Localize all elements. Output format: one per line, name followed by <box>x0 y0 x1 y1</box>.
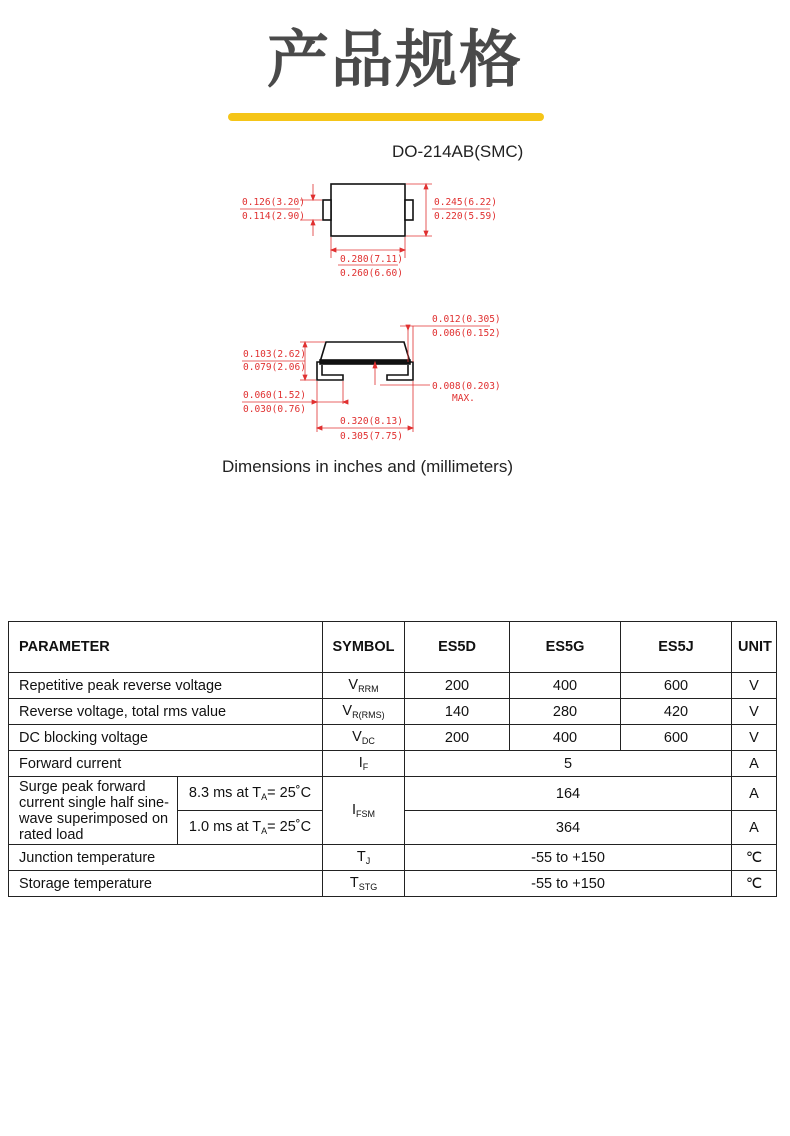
dim-body-width-min: 0.220(5.59) <box>434 211 497 222</box>
page-title: 产品规格 <box>266 23 523 96</box>
symbol-sub: DC <box>361 736 375 746</box>
param-cell: Junction temperature <box>9 845 323 871</box>
unit-cell: V <box>732 673 777 699</box>
symbol-main: T <box>349 875 359 891</box>
condition-cell <box>178 811 323 845</box>
condition-text: = 25˚C <box>267 785 312 801</box>
header-parameter: PARAMETER <box>9 622 323 673</box>
unit-cell: A <box>732 751 777 777</box>
dim-body-length-min: 0.260(6.60) <box>340 268 403 279</box>
table-row <box>9 871 777 897</box>
table-row <box>9 699 777 725</box>
dim-standoff-note: MAX. <box>452 393 475 404</box>
param-cell: Surge peak forward current single half sine-wave superimposed on rated load <box>9 777 178 845</box>
dimensions-caption: Dimensions in inches and (millimeters) <box>222 457 513 476</box>
header-unit: UNIT <box>732 622 777 673</box>
unit-cell: ℃ <box>732 845 777 871</box>
symbol-cell <box>323 751 405 777</box>
dim-lead-length-min: 0.030(0.76) <box>243 404 306 415</box>
dim-standoff: 0.008(0.203) <box>432 381 501 392</box>
value-es5g: 280 <box>510 699 621 725</box>
condition-sub: A <box>261 826 268 836</box>
spec-table <box>8 621 777 897</box>
dim-body-width-max: 0.245(6.22) <box>434 197 497 208</box>
dim-lead-thickness-max: 0.012(0.305) <box>432 314 501 325</box>
dim-lead-height-max: 0.126(3.20) <box>242 197 305 208</box>
value-es5j: 600 <box>621 725 732 751</box>
table-row <box>9 725 777 751</box>
header-es5d: ES5D <box>405 622 510 673</box>
package-name: DO-214AB(SMC) <box>392 142 524 161</box>
table-row <box>9 777 777 811</box>
value-es5d: 140 <box>405 699 510 725</box>
table-row <box>9 845 777 871</box>
unit-cell: A <box>732 777 777 811</box>
symbol-sub: STG <box>358 882 378 892</box>
table-row <box>9 751 777 777</box>
header-symbol: SYMBOL <box>323 622 405 673</box>
condition-text: 8.3 ms at T <box>188 785 262 801</box>
symbol-sub: FSM <box>356 809 376 819</box>
unit-cell: A <box>732 811 777 845</box>
dim-height-max: 0.103(2.62) <box>243 349 306 360</box>
value-all: 164 <box>405 777 732 811</box>
value-es5j: 600 <box>621 673 732 699</box>
side-view <box>317 342 413 380</box>
symbol-main: T <box>356 849 366 865</box>
symbol-cell <box>323 845 405 871</box>
package-dimension-drawing <box>0 0 790 460</box>
value-es5g: 400 <box>510 673 621 699</box>
symbol-cell <box>323 699 405 725</box>
table-header-row <box>9 622 777 673</box>
table-row <box>9 673 777 699</box>
symbol-sub: RRM <box>358 684 379 694</box>
value-all: -55 to +150 <box>405 845 732 871</box>
dim-lead-thickness-min: 0.006(0.152) <box>432 328 501 339</box>
value-es5g: 400 <box>510 725 621 751</box>
param-cell: Storage temperature <box>9 871 323 897</box>
param-cell: Reverse voltage, total rms value <box>9 699 323 725</box>
condition-text: 1.0 ms at T <box>188 819 262 835</box>
value-es5j: 420 <box>621 699 732 725</box>
dim-overall-length-max: 0.320(8.13) <box>340 416 403 427</box>
top-view <box>323 184 413 236</box>
symbol-sub: R(RMS) <box>352 710 385 720</box>
param-cell: DC blocking voltage <box>9 725 323 751</box>
symbol-main: V <box>348 677 359 693</box>
symbol-main: I <box>352 802 357 818</box>
condition-cell <box>178 777 323 811</box>
symbol-cell <box>323 725 405 751</box>
symbol-main: I <box>358 755 363 771</box>
symbol-cell <box>323 673 405 699</box>
symbol-sub: F <box>362 762 369 772</box>
dim-body-length-max: 0.280(7.11) <box>340 254 403 265</box>
value-all: -55 to +150 <box>405 871 732 897</box>
value-all: 5 <box>405 751 732 777</box>
value-es5d: 200 <box>405 673 510 699</box>
value-es5d: 200 <box>405 725 510 751</box>
unit-cell: ℃ <box>732 871 777 897</box>
unit-cell: V <box>732 699 777 725</box>
symbol-sub: J <box>365 856 371 866</box>
dim-height-min: 0.079(2.06) <box>243 362 306 373</box>
symbol-cell <box>323 777 405 845</box>
value-all: 364 <box>405 811 732 845</box>
symbol-main: V <box>342 703 353 719</box>
symbol-cell <box>323 871 405 897</box>
symbol-main: V <box>352 729 362 745</box>
header-es5j: ES5J <box>621 622 732 673</box>
header-es5g: ES5G <box>510 622 621 673</box>
param-cell: Forward current <box>9 751 323 777</box>
condition-sub: A <box>261 792 268 802</box>
unit-cell: V <box>732 725 777 751</box>
dim-overall-length-min: 0.305(7.75) <box>340 431 403 442</box>
dim-lead-length-max: 0.060(1.52) <box>243 390 306 401</box>
dim-lead-height-min: 0.114(2.90) <box>242 211 305 222</box>
param-cell: Repetitive peak reverse voltage <box>9 673 323 699</box>
condition-text: = 25˚C <box>267 819 312 835</box>
